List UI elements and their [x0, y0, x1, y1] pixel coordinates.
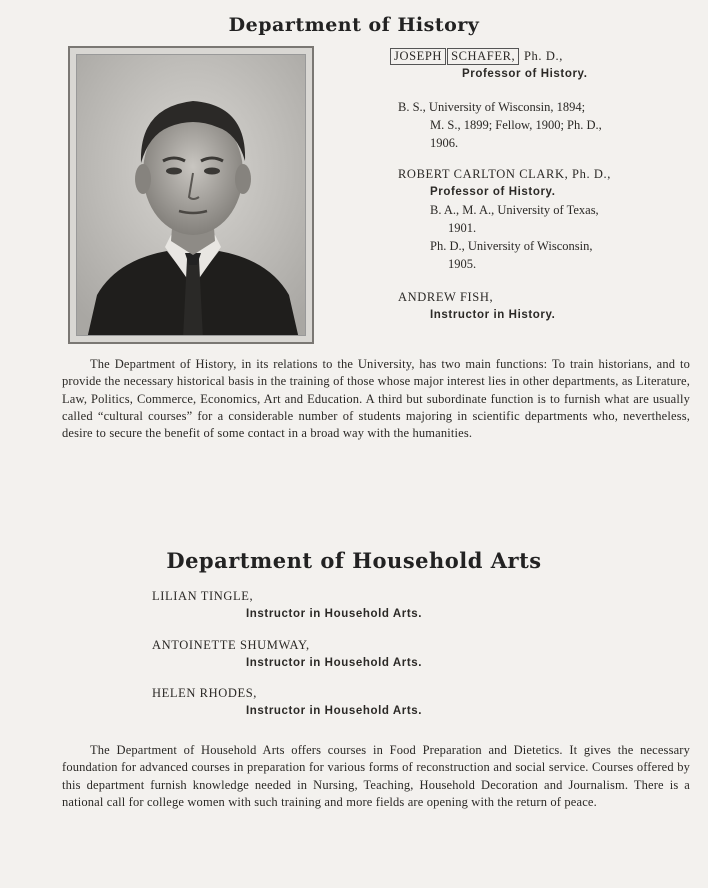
credential-line: M. S., 1899; Fellow, 1900; Ph. D., [430, 118, 602, 132]
faculty-title: Instructor in Household Arts. [246, 705, 423, 717]
faculty-title: Professor of History. [462, 68, 588, 80]
faculty-entry-schafer [390, 47, 588, 83]
faculty-title: Professor of History. [430, 186, 556, 198]
faculty-entry-shumway [152, 636, 422, 672]
credential-line: Ph. D., University of Wisconsin, [430, 239, 593, 253]
faculty-entry-rhodes [152, 684, 422, 720]
faculty-name [390, 47, 588, 65]
household-arts-department-title: Department of Household Arts [166, 548, 542, 573]
credential-line: B. S., University of Wisconsin, 1894; [398, 100, 586, 114]
faculty-degree: Ph. D., [524, 49, 563, 63]
credential-line: B. A., M. A., University of Texas, [430, 203, 599, 217]
portrait-image [76, 54, 306, 336]
faculty-entry-tingle [152, 587, 422, 623]
portrait-illustration [77, 55, 306, 336]
credential-line: 1906. [430, 136, 459, 150]
credential-line: 1905. [448, 257, 477, 271]
faculty-name: ANTOINETTE SHUMWAY, [152, 638, 310, 652]
faculty-entry-clark [398, 165, 692, 273]
faculty-credentials-schafer [398, 98, 692, 152]
faculty-title: Instructor in Household Arts. [246, 608, 423, 620]
faculty-title: Instructor in Household Arts. [246, 657, 423, 669]
faculty-name: ANDREW FISH, [398, 290, 494, 304]
household-arts-description [62, 742, 690, 811]
faculty-name: ROBERT CARLTON CLARK, Ph. D., [398, 167, 611, 181]
credential-line: 1901. [448, 221, 477, 235]
faculty-portrait-photo [68, 46, 314, 344]
faculty-title: Instructor in History. [430, 309, 556, 321]
history-description-text: The Department of History, in its relations to the University, has two main functions: To train historians, and to provide the necessary historical basis in the training of those whose major interest lies in other departments, as Literature, Law, Politics, Commerce, Economics, Art and Education. A third but subordinate function is to furnish what are usually called “cultural courses” for a considerable number of students majoring in scientific departments who, nevertheless, desire to secure the benefit of some contact in a broad way with the humanities. [62, 357, 690, 441]
faculty-last-name: SCHAFER, [447, 48, 519, 65]
faculty-entry-fish [398, 288, 555, 324]
faculty-first-name: JOSEPH [390, 48, 446, 65]
faculty-name: LILIAN TINGLE, [152, 589, 254, 603]
faculty-name: HELEN RHODES, [152, 686, 258, 700]
household-arts-description-text: The Department of Household Arts offers courses in Food Preparation and Dietetics. It gives the necessary foundation for advanced courses in preparation for various forms of reconstruction and social service. Courses offered by this department furnish knowledge needed in Nursing, Teaching, Household Decoration and Journalism. There is a national call for college women with such training and more fields are opening with the return of peace. [62, 743, 690, 809]
history-department-title: Department of History [228, 14, 480, 36]
history-description [62, 356, 690, 442]
